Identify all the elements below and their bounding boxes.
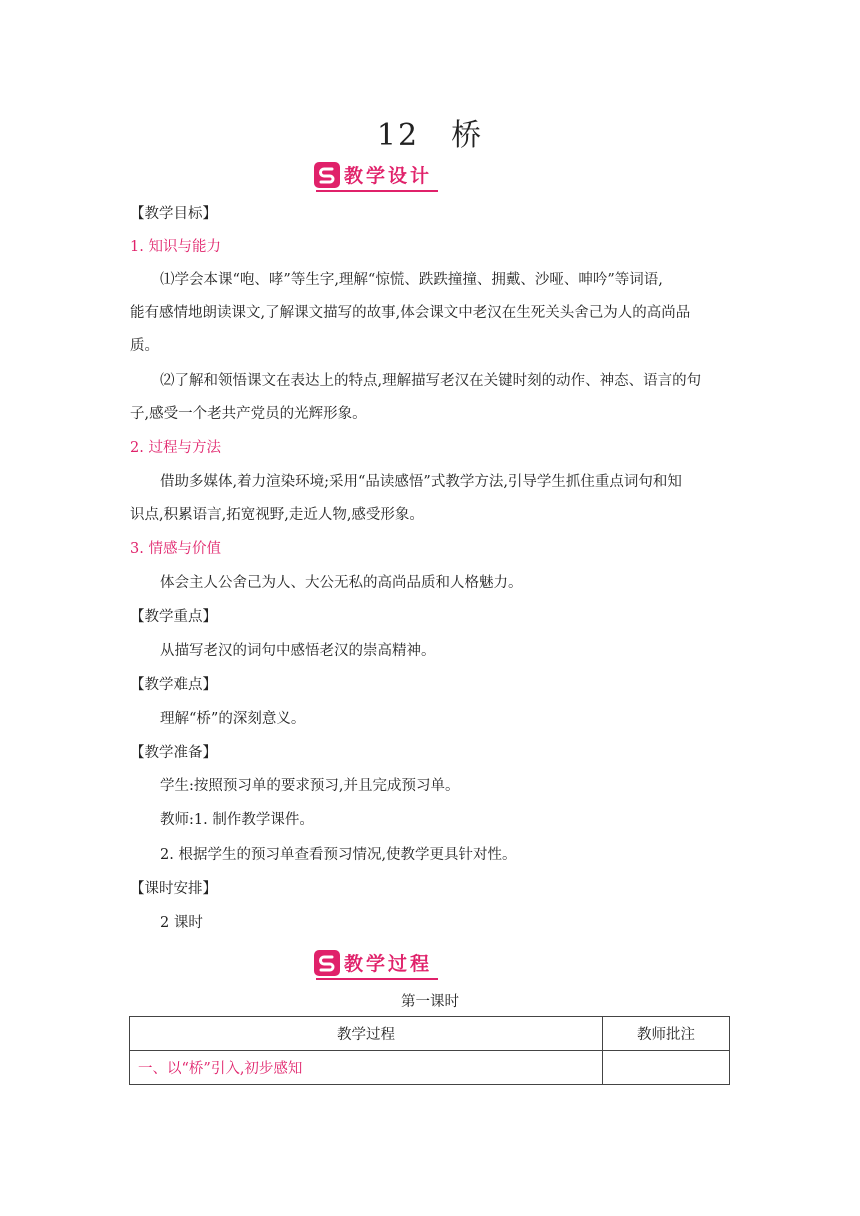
s-logo-icon [314, 162, 340, 188]
section-banner-process [314, 948, 432, 978]
difficulty-heading: 【教学难点】 [130, 677, 217, 693]
process-table [129, 1016, 730, 1085]
difficulty-text: 理解“桥”的深刻意义。 [160, 711, 306, 727]
header-process: 教学过程 [130, 1017, 603, 1051]
section-banner-design [314, 160, 432, 190]
row-process-cell: 一、以“桥”引入,初步感知 [130, 1051, 603, 1085]
s-logo-icon [314, 950, 340, 976]
lesson-title: 12 桥 [376, 118, 484, 153]
banner-underline [316, 978, 438, 980]
prep-heading: 【教学准备】 [130, 745, 217, 761]
banner-label: 教学设计 [344, 164, 433, 187]
goal1-paragraph1-line2: 能有感情地朗读课文,了解课文描写的故事,体会课文中老汉在生死关头舍己为人的高尚品 [130, 305, 691, 321]
banner-label: 教学过程 [344, 952, 433, 975]
prep-teacher-1: 教师:1. 制作教学课件。 [160, 812, 314, 828]
schedule-heading: 【课时安排】 [130, 881, 217, 897]
schedule-text: 2 课时 [160, 915, 203, 931]
goal3-line1: 体会主人公舍己为人、大公无私的高尚品质和人格魅力。 [160, 575, 523, 591]
banner-underline [316, 190, 438, 192]
goal1-heading: 1. 知识与能力 [130, 239, 221, 255]
table-row [130, 1051, 730, 1085]
goal2-line1: 借助多媒体,着力渲染环境;采用“品读感悟”式教学方法,引导学生抓住重点词句和知 [160, 474, 682, 490]
row-notes-cell [603, 1051, 730, 1085]
goal1-paragraph1-line1: ⑴学会本课“咆、哮”等生字,理解“惊慌、跌跌撞撞、拥戴、沙哑、呻吟”等词语, [160, 272, 663, 288]
key-text: 从描写老汉的词句中感悟老汉的崇高精神。 [160, 643, 436, 659]
goal2-line2: 识点,积累语言,拓宽视野,走近人物,感受形象。 [130, 507, 424, 523]
header-notes: 教师批注 [603, 1017, 730, 1051]
goals-heading: 【教学目标】 [130, 206, 217, 222]
goal1-paragraph2-line1: ⑵了解和领悟课文在表达上的特点,理解描写老汉在关键时刻的动作、神态、语言的句 [160, 373, 702, 389]
goal2-heading: 2. 过程与方法 [130, 440, 221, 456]
period-label: 第一课时 [401, 994, 459, 1010]
goal1-paragraph1-line3: 质。 [130, 338, 159, 354]
prep-teacher-2: 2. 根据学生的预习单查看预习情况,使教学更具针对性。 [160, 847, 517, 863]
key-heading: 【教学重点】 [130, 609, 217, 625]
goal3-heading: 3. 情感与价值 [130, 541, 221, 557]
prep-student: 学生:按照预习单的要求预习,并且完成预习单。 [160, 778, 460, 794]
goal1-paragraph2-line2: 子,感受一个老共产党员的光辉形象。 [130, 406, 367, 422]
table-header-row [130, 1017, 730, 1051]
